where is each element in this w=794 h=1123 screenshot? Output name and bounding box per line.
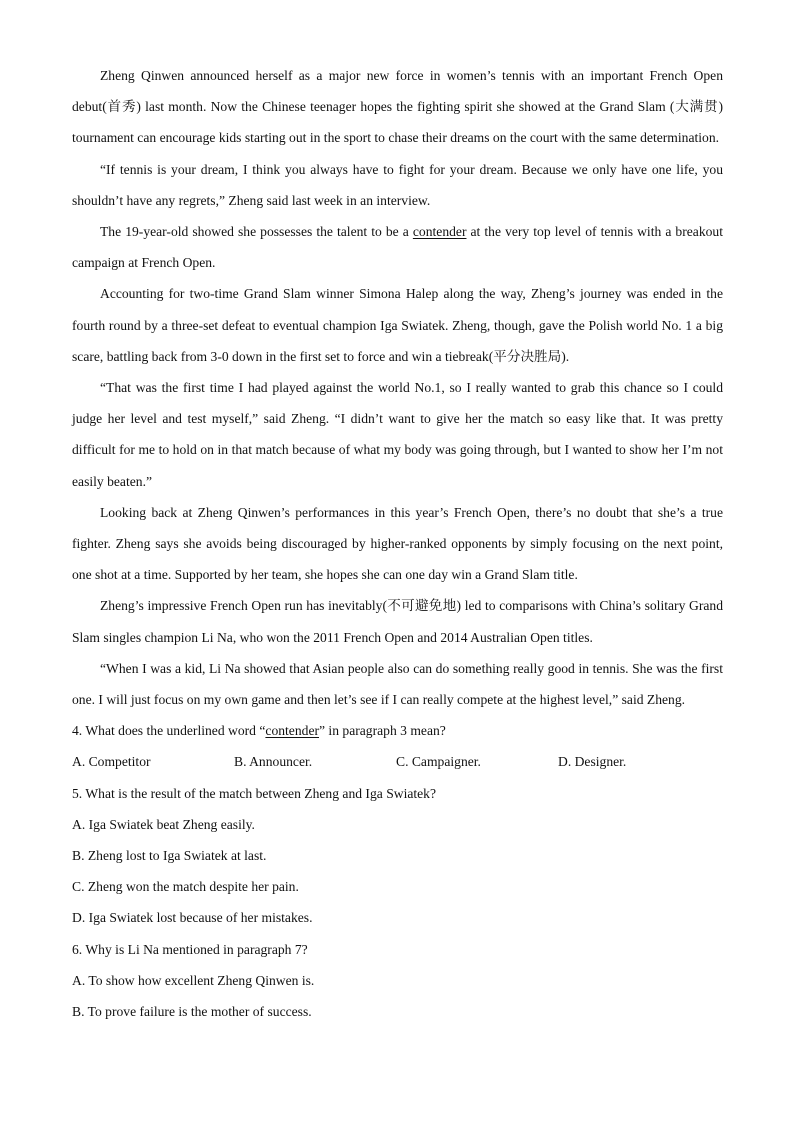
question-4-underlined-word: contender bbox=[265, 723, 319, 739]
question-4-option-d: D. Designer. bbox=[558, 754, 627, 770]
passage-paragraph-4: Accounting for two-time Grand Slam winner Simona Halep along the way, Zheng’s journey was ended in the fourth round by a three-set defeat to eventual champion Iga Swiatek. Zheng, though, gave the Polish world No. 1 a big scare, battling back from 3-0 down in the first set to force and win a tiebreak(平分决胜局). bbox=[72, 286, 723, 364]
question-5-option-c: C. Zheng won the match despite her pain. bbox=[72, 879, 299, 895]
question-4-options bbox=[72, 746, 723, 777]
question-6-option-b: B. To prove failure is the mother of success. bbox=[72, 1004, 312, 1020]
question-4-option-a: A. Competitor bbox=[72, 754, 151, 770]
question-4-stem-after: ” in paragraph 3 mean? bbox=[319, 723, 446, 739]
question-4-option-b: B. Announcer. bbox=[234, 754, 313, 770]
paragraph-3-text-before: The 19-year-old showed she possesses the talent to be a bbox=[100, 224, 413, 240]
passage-paragraph-6: Looking back at Zheng Qinwen’s performances in this year’s French Open, there’s no doubt that she’s a true fighter. Zheng says she avoids being discouraged by higher-ranked opponents by simply focusing on the next point, one shot at a time. Supported by her team, she hopes she can one day win a Grand Slam title. bbox=[72, 504, 723, 583]
passage-paragraph-1: Zheng Qinwen announced herself as a major new force in women’s tennis with an important French Open debut(首秀) last month. Now the Chinese teenager hopes the fighting spirit she showed at the Grand Slam (大满贯) tournament can encourage kids starting out in the sport to chase their dreams on the court with the same determination. bbox=[72, 68, 723, 146]
question-5-option-b: B. Zheng lost to Iga Swiatek at last. bbox=[72, 848, 267, 864]
question-5-option-d: D. Iga Swiatek lost because of her mistakes. bbox=[72, 910, 313, 926]
passage-paragraph-7: Zheng’s impressive French Open run has inevitably(不可避免地) led to comparisons with China’s solitary Grand Slam singles champion Li Na, who won the 2011 French Open and 2014 Australian Open titles. bbox=[72, 598, 723, 645]
underlined-word-contender: contender bbox=[412, 224, 467, 240]
question-6-option-a: A. To show how excellent Zheng Qinwen is. bbox=[72, 972, 315, 988]
question-4-stem bbox=[72, 715, 723, 746]
passage-paragraph-2: “If tennis is your dream, I think you always have to fight for your dream. Because we only have one life, you shouldn’t have any regrets,” Zheng said last week in an interview. bbox=[72, 161, 723, 208]
question-4-stem-before: 4. What does the underlined word “ bbox=[72, 723, 266, 739]
question-6-stem: 6. Why is Li Na mentioned in paragraph 7? bbox=[72, 941, 308, 957]
passage-paragraph-8: “When I was a kid, Li Na showed that Asian people also can do something really good in tennis. She was the first one. I will just focus on my own game and then let’s see if I can really compete at the highest level,” said Zheng. bbox=[72, 660, 723, 708]
passage-paragraph-3 bbox=[72, 216, 723, 278]
question-5-stem: 5. What is the result of the match between Zheng and Iga Swiatek? bbox=[72, 785, 437, 801]
document-page bbox=[72, 60, 723, 1027]
passage-paragraph-5: “That was the first time I had played against the world No.1, so I really wanted to grab this chance so I could judge her level and test myself,” said Zheng. “I didn’t want to give her the match so easy like that. It was pretty difficult for me to hold on in that match because of what my body was going through, but I wanted to show her I’m not easily beaten.” bbox=[72, 380, 723, 489]
question-5-option-a: A. Iga Swiatek beat Zheng easily. bbox=[72, 816, 255, 832]
paragraph-3-text-after: at the very top level of tennis with a breakout campaign at French Open. bbox=[72, 224, 723, 271]
question-4-option-c: C. Campaigner. bbox=[396, 754, 481, 770]
